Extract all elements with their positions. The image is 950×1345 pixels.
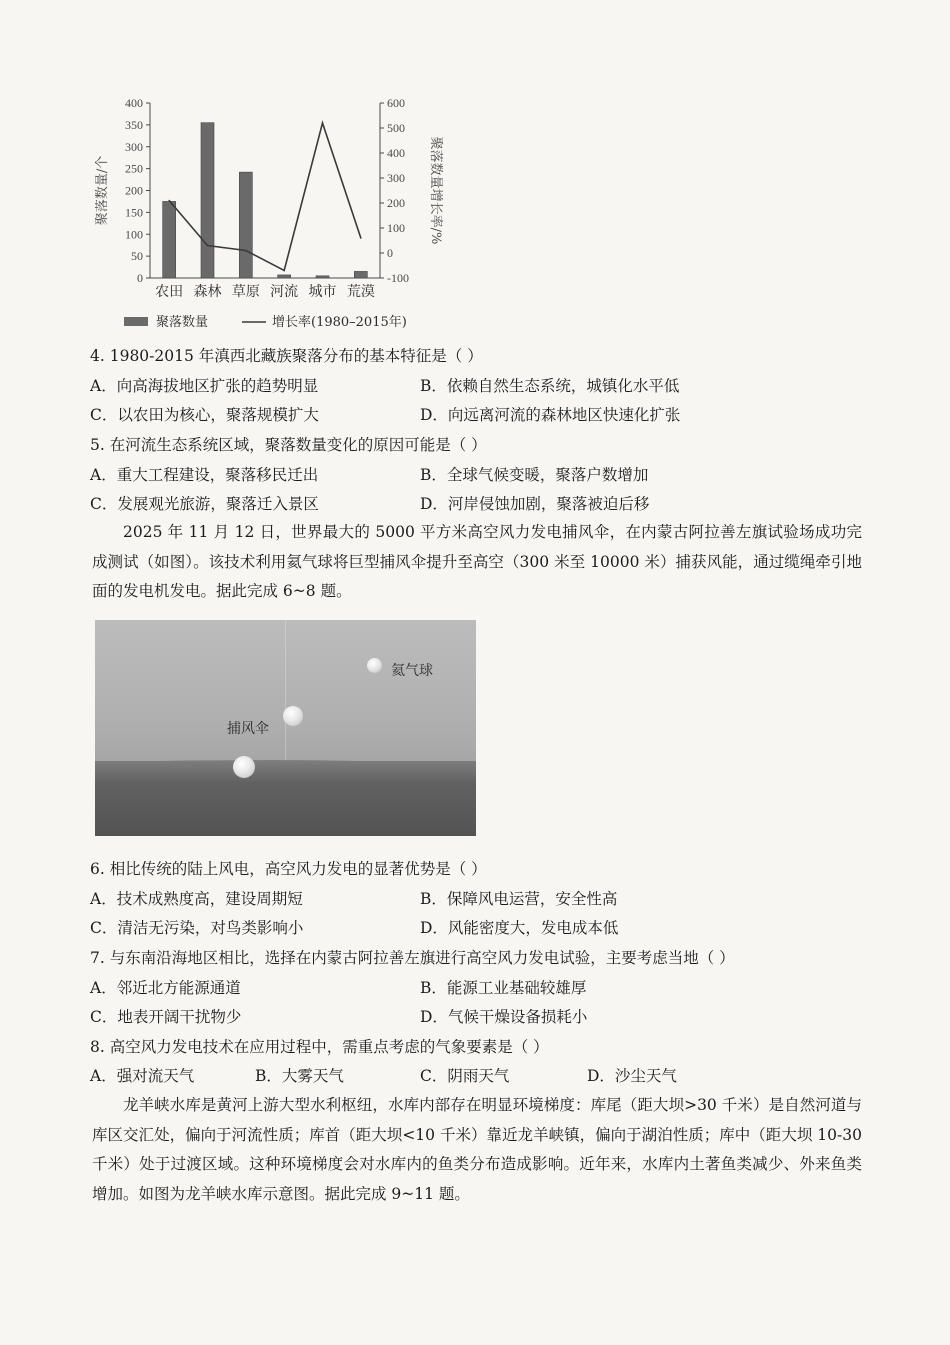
settlement-chart-svg	[80, 88, 460, 343]
legend-bar-label: 聚落数量	[156, 315, 209, 330]
q6-option-c[interactable]: C．清洁无污染，对鸟类影响小	[90, 919, 304, 937]
photo-ground	[95, 761, 476, 836]
q6-option-a[interactable]: A．技术成熟度高，建设周期短	[90, 890, 303, 908]
wind-umbrella-icon	[233, 756, 255, 778]
q7-option-b[interactable]: B．能源工业基础较雄厚	[420, 979, 587, 997]
helium-balloon-icon	[367, 658, 382, 673]
category-label: 农田	[155, 284, 184, 300]
q4-stem: 4. 1980-2015 年滇西北藏族聚落分布的基本特征是（ ）	[90, 347, 483, 365]
growth-rate-line	[169, 123, 361, 271]
q8-stem: 8. 高空风力发电技术在应用过程中，需重点考虑的气象要素是（ ）	[90, 1038, 549, 1056]
q7-option-d[interactable]: D．气候干燥设备损耗小	[420, 1008, 588, 1026]
settlement-chart	[80, 88, 460, 343]
bar-农田	[163, 201, 176, 278]
q8-option-a[interactable]: A．强对流天气	[90, 1067, 195, 1085]
left-tick-label: 350	[125, 117, 143, 132]
legend-line-label: 增长率(1980–2015年)	[272, 315, 407, 330]
right-tick-label: 400	[387, 146, 405, 160]
q6-option-b[interactable]: B．保障风电运营，安全性高	[420, 890, 618, 908]
q7-option-a[interactable]: A．邻近北方能源通道	[90, 979, 241, 997]
left-tick-label: 150	[125, 205, 143, 220]
right-tick-label: -100	[387, 271, 409, 285]
right-tick-label: 0	[387, 246, 393, 260]
left-tick-label: 100	[125, 227, 143, 242]
growth-rate-point	[360, 237, 362, 239]
q4-option-d[interactable]: D．向远离河流的森林地区快速化扩张	[420, 406, 681, 424]
q8-option-d[interactable]: D．沙尘天气	[587, 1067, 677, 1085]
left-tick-label: 250	[125, 161, 143, 176]
bar-河流	[278, 275, 291, 278]
right-tick-label: 500	[387, 121, 405, 135]
left-tick-label: 300	[125, 139, 143, 154]
left-tick-label: 400	[125, 96, 143, 110]
label-helium-balloon: 氦气球	[391, 663, 433, 679]
q4-option-b[interactable]: B．依赖自然生态系统，城镇化水平低	[420, 377, 680, 395]
growth-rate-point	[245, 250, 247, 252]
category-label: 河流	[270, 284, 299, 300]
q8-option-c[interactable]: C．阴雨天气	[420, 1067, 510, 1085]
growth-rate-point	[207, 245, 209, 247]
passage-longyangxia: 龙羊峡水库是黄河上游大型水利枢纽，水库内部存在明显环境梯度：库尾（距大坝>30 千米）是自然河道与库区交汇处，偏向于河流性质；库首（距大坝<10 千米）靠近龙羊峡镇，偏向于湖泊性质；库中（距大坝 10-30 千米）处于过渡区域。这种环境梯度会对水库内的鱼类分布造成影响。近年来，水库内土著鱼类减少、外来鱼类增加。如图为龙羊峡水库示意图。据此完成 9~11 题。	[92, 1096, 862, 1203]
q5-option-c[interactable]: C．发展观光旅游，聚落迁入景区	[90, 495, 319, 513]
right-tick-label: 200	[387, 196, 405, 210]
right-tick-label: 100	[387, 221, 405, 235]
bar-森林	[201, 123, 214, 278]
q5-option-b[interactable]: B．全球气候变暖，聚落户数增加	[420, 466, 649, 484]
q4-option-c[interactable]: C．以农田为核心，聚落规模扩大	[90, 406, 319, 424]
left-tick-label: 0	[137, 271, 143, 285]
growth-rate-point	[322, 122, 324, 124]
mid-balloon-icon	[283, 706, 303, 726]
high-altitude-wind-photo	[95, 620, 476, 836]
bar-荒漠	[354, 271, 367, 278]
left-tick-label: 50	[131, 249, 143, 264]
passage-wind-power: 2025 年 11 月 12 日，世界最大的 5000 平方米高空风力发电捕风伞，在内蒙古阿拉善左旗试验场成功完成测试（如图）。该技术利用氦气球将巨型捕风伞提升至高空（300 米至 10000 米）捕获风能，通过缆绳牵引地面的发电机发电。据此完成 6~8 题。	[92, 523, 862, 600]
category-label: 森林	[193, 284, 222, 300]
growth-rate-point	[283, 270, 285, 272]
q6-stem: 6. 相比传统的陆上风电，高空风力发电的显著优势是（ ）	[90, 860, 487, 878]
legend-bar-swatch	[124, 317, 148, 326]
bar-草原	[239, 172, 252, 278]
y2-axis-label: 聚落数量增长率/%	[428, 136, 443, 245]
q5-option-d[interactable]: D．河岸侵蚀加剧，聚落被迫后移	[420, 495, 650, 513]
category-label: 草原	[231, 284, 260, 300]
bar-城市	[316, 276, 329, 278]
q8-option-b[interactable]: B．大雾天气	[255, 1067, 344, 1085]
q7-option-c[interactable]: C．地表开阔干扰物少	[90, 1008, 242, 1026]
y-axis-label: 聚落数量/个	[95, 155, 110, 226]
category-label: 城市	[308, 284, 337, 300]
right-tick-label: 600	[387, 96, 405, 110]
growth-rate-point	[168, 200, 170, 202]
q4-option-a[interactable]: A．向高海拔地区扩张的趋势明显	[90, 377, 319, 395]
q5-stem: 5. 在河流生态系统区域，聚落数量变化的原因可能是（ ）	[90, 436, 487, 454]
category-label: 荒漠	[346, 284, 375, 300]
right-tick-label: 300	[387, 171, 405, 185]
q5-option-a[interactable]: A．重大工程建设，聚落移民迁出	[90, 466, 319, 484]
left-tick-label: 200	[125, 183, 143, 198]
label-wind-umbrella: 捕风伞	[227, 721, 269, 737]
q6-option-d[interactable]: D．风能密度大，发电成本低	[420, 919, 619, 937]
q7-stem: 7. 与东南沿海地区相比，选择在内蒙古阿拉善左旗进行高空风力发电试验，主要考虑当地（ ）	[90, 949, 735, 967]
